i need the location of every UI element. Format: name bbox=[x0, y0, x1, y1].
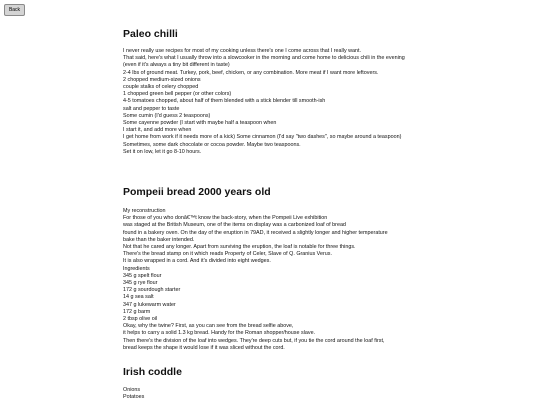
text-line: Then there's the division of the loaf into wedges. They're deep cuts but, if you tie the cord around the loaf first, bbox=[123, 337, 385, 344]
text-line: was staged at the British Museum, one of the items on display was a carbonized loaf of bread bbox=[123, 222, 346, 229]
text-line: Sometimes, some dark chocolate or cocoa powder. Maybe two teaspoons. bbox=[123, 141, 301, 148]
text-line: For those of you who donâ€™t know the back-story, when the Pompeii Live exhibition bbox=[123, 215, 328, 222]
text-line: it helps to carry a solid 1.3 kg bread. Handy for the Roman shopper/house slave. bbox=[123, 330, 316, 337]
text-line: Some cumin (I'd guess 2 teaspoons) bbox=[123, 112, 211, 119]
text-line: Not that he cared any longer. Apart from surviving the eruption, the loaf is notable for three things. bbox=[123, 244, 356, 251]
recipe-title-paleo-chilli: Paleo chilli bbox=[123, 28, 178, 40]
text-line: Potatoes bbox=[123, 394, 145, 401]
text-line: 14 g sea salt bbox=[123, 294, 154, 301]
text-line: My reconstruction bbox=[123, 208, 166, 214]
recipe-body-paleo-chilli bbox=[123, 48, 453, 156]
text-line: I get home from work if it needs more of a kick) Some cinnamon (I'd say "two dashes", so maybe around a teaspoon) bbox=[123, 134, 402, 141]
recipe-title-irish-coddle: Irish coddle bbox=[123, 366, 182, 378]
recipe-body-pompeii-bread bbox=[123, 208, 453, 352]
text-line: I start it, and add more when bbox=[123, 127, 192, 134]
text-line: found in a bakery oven. On the day of the eruption in 79AD, it received a slightly longer and higher temperature bbox=[123, 229, 388, 236]
text-line: It is also wrapped in a cord. And it's divided into eight wedges. bbox=[123, 258, 271, 265]
text-line: Ingredients bbox=[123, 265, 150, 272]
text-line: (even if it's always a tiny bit different in taste) bbox=[123, 62, 230, 69]
text-line: 2 chopped medium-sized onions bbox=[123, 76, 201, 83]
recipe-title-pompeii-bread: Pompeii bread 2000 years old bbox=[123, 186, 271, 198]
text-line: 347 g lukewarm water bbox=[123, 301, 176, 308]
text-line: bread keeps the shape it would lose if it was sliced without the cord. bbox=[123, 344, 285, 351]
back-button[interactable]: Back bbox=[4, 4, 25, 16]
text-line: I never really use recipes for most of my cooking unless there's one I come across that I really want. bbox=[123, 48, 362, 54]
text-line: Set it on low, let it go 8-10 hours. bbox=[123, 148, 202, 155]
text-line: 172 g sourdough starter bbox=[123, 287, 181, 294]
text-line: 2-4 lbs of ground meat. Turkey, pork, beef, chicken, or any combination. More meat if I want more leftovers. bbox=[123, 69, 379, 76]
text-line: 2 tbsp olive oil bbox=[123, 316, 158, 323]
text-line: 345 g rye flour bbox=[123, 280, 158, 287]
text-line: 1 chopped green bell pepper (or other colors) bbox=[123, 91, 232, 98]
text-line: That said, here's what I usually throw into a slowcooker in the morning and come home to delicious chili in the evening bbox=[123, 55, 405, 62]
text-line: There's the bread stamp on it which reads Property of Celer, Slave of Q. Granius Verus. bbox=[123, 251, 332, 258]
text-line: 172 g barm bbox=[123, 308, 151, 315]
text-line: bake than the baker intended. bbox=[123, 236, 195, 243]
recipe-body-irish-coddle bbox=[123, 387, 453, 401]
text-line: Some cayenne powder (I start with maybe half a teaspoon when bbox=[123, 120, 277, 127]
text-line: 345 g spelt flour bbox=[123, 272, 162, 279]
text-line: Onions bbox=[123, 387, 141, 393]
text-line: Okay, why the twine? First, as you can see from the bread selfie above, bbox=[123, 323, 294, 330]
text-line: couple stalks of celery chopped bbox=[123, 84, 199, 91]
text-line: salt and pepper to taste bbox=[123, 105, 180, 112]
text-line: 4-5 tomatoes chopped, about half of them blended with a stick blender till smooth-ish bbox=[123, 98, 326, 105]
